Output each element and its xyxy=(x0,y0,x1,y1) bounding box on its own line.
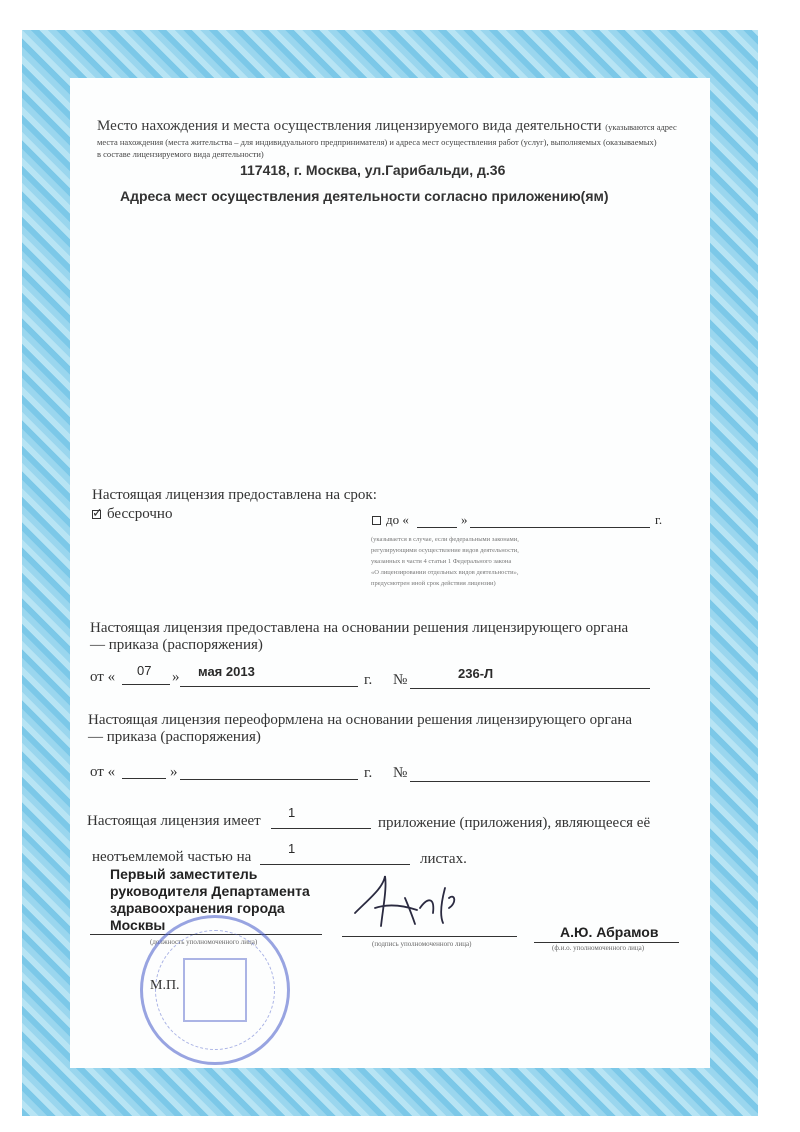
signatory-name: А.Ю. Абрамов xyxy=(560,924,659,940)
license-address: 117418, г. Москва, ул.Гарибальди, д.36 xyxy=(240,162,506,178)
name-caption: (ф.и.о. уполномоченного лица) xyxy=(552,944,645,952)
appendix-line2-prefix: неотъемлемой частью на xyxy=(92,849,252,865)
reissue-line1: Настоящая лицензия переоформлена на основании решения лицензирующего органа xyxy=(88,712,633,728)
basis-day: 07 xyxy=(137,663,152,678)
signature-line xyxy=(342,936,517,937)
location-heading: Место нахождения и места осуществления лицензируемого вида деятельности (указываются адрес xyxy=(97,118,677,134)
basis-from-prefix: от « xyxy=(90,669,116,685)
until-checkbox xyxy=(372,516,381,525)
appendix-line1-prefix: Настоящая лицензия имеет xyxy=(87,813,261,829)
reissue-from-prefix: от « xyxy=(90,764,116,780)
appendix-count: 1 xyxy=(288,805,296,820)
seal-place-label: М.П. xyxy=(150,978,180,993)
term-until-mid: » xyxy=(461,512,468,527)
basis-number: 236-Л xyxy=(458,666,494,681)
basis-year-suffix: г. xyxy=(364,672,373,688)
reissue-year-suffix: г. xyxy=(364,765,373,781)
reissue-number-label: № xyxy=(393,765,408,781)
basis-line2: — приказа (распоряжения) xyxy=(90,637,263,653)
basis-day-line xyxy=(122,684,170,685)
term-note-4: «О лицензировании отдельных видов деятельности», xyxy=(371,569,519,576)
addresses-reference: Адреса мест осуществления деятельности согласно приложению(ям) xyxy=(120,188,609,204)
term-indefinite-label: бессрочно xyxy=(107,506,173,522)
sheet-count-line xyxy=(260,864,410,865)
term-note-1: (указывается в случае, если федеральными законами, xyxy=(371,536,519,543)
sheet-count: 1 xyxy=(288,841,296,856)
term-note-2: регулирующими осуществление видов деятельности, xyxy=(371,547,519,554)
location-note-line3: в составе лицензируемого вида деятельности) xyxy=(97,149,264,159)
basis-from-mid: » xyxy=(172,669,180,685)
reissue-day-line xyxy=(122,778,166,779)
coat-of-arms-emblem xyxy=(183,958,247,1022)
position-caption: (должность уполномоченного лица) xyxy=(150,938,258,946)
name-line xyxy=(534,942,679,943)
reissue-number-line xyxy=(410,781,650,782)
term-until-suffix: г. xyxy=(655,512,663,527)
signatory-position: Первый заместитель руководителя Департамента здравоохранения города Москвы xyxy=(110,866,310,933)
basis-line1: Настоящая лицензия предоставлена на основании решения лицензирующего органа xyxy=(90,620,629,636)
basis-number-label: № xyxy=(393,672,408,688)
signature-caption: (подпись уполномоченного лица) xyxy=(372,940,472,948)
location-note-line2: места нахождения (места жительства – для индивидуального предпринимателя) и адреса мест осуществления работ (услуг), выполняемых (оказываемых) xyxy=(97,137,657,147)
reissue-date-line xyxy=(180,779,358,780)
until-date-line xyxy=(470,527,650,528)
reissue-line2: — приказа (распоряжения) xyxy=(88,729,261,745)
basis-number-line xyxy=(410,688,650,689)
term-heading: Настоящая лицензия предоставлена на срок: xyxy=(92,487,377,503)
appendix-line2-suffix: листах. xyxy=(420,851,467,867)
reissue-from-mid: » xyxy=(170,764,178,780)
basis-month-year: мая 2013 xyxy=(198,664,255,679)
appendix-count-line xyxy=(271,828,371,829)
term-note-5: предусмотрен иной срок действия лицензии) xyxy=(371,580,496,587)
appendix-line1-suffix: приложение (приложения), являющееся её xyxy=(378,815,651,831)
term-until-prefix: до « xyxy=(386,512,409,527)
until-day-line xyxy=(417,527,457,528)
term-note-3: указанных в части 4 статьи 1 Федерального закона xyxy=(371,558,512,565)
check-mark-icon: ✓ xyxy=(92,505,103,520)
handwritten-signature xyxy=(345,868,475,938)
basis-date-line xyxy=(180,686,358,687)
